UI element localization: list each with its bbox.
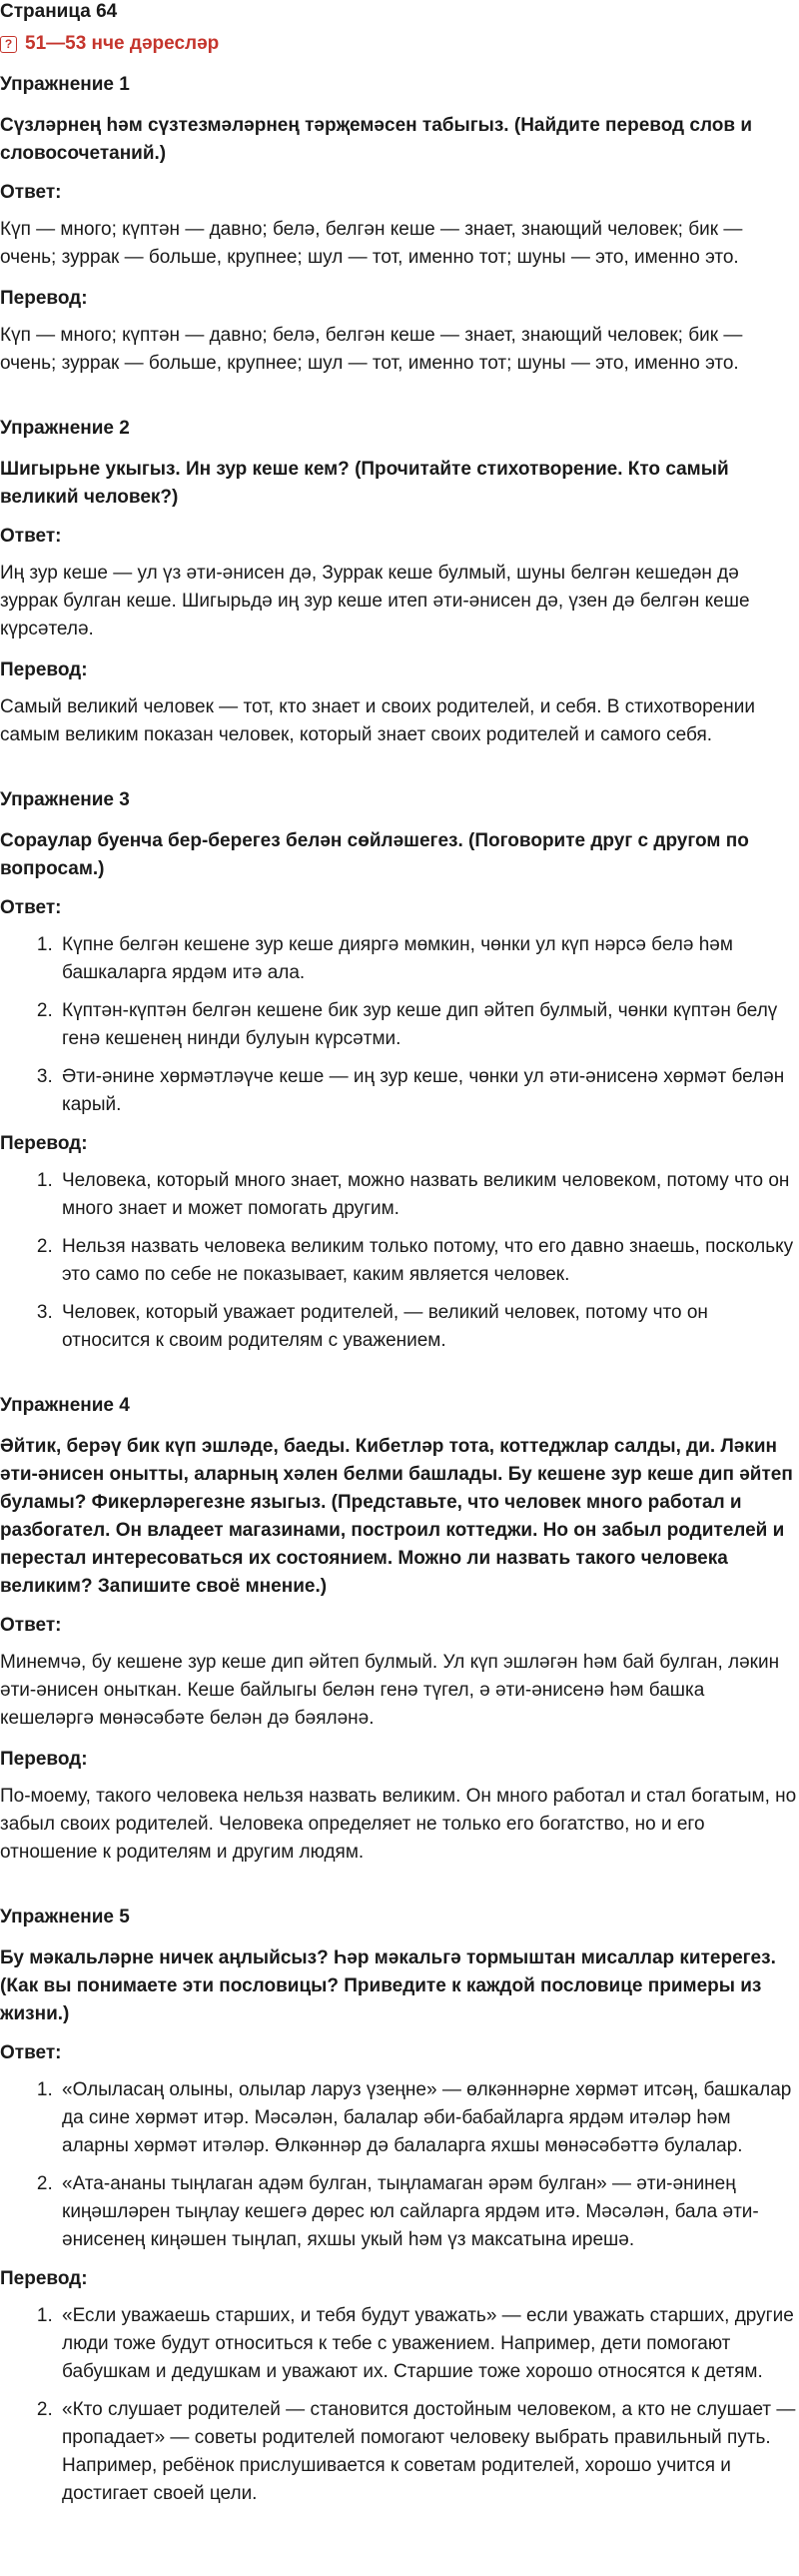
answer-label: Ответ: xyxy=(0,1615,62,1636)
exercise-task: Сүзләрнең һәм сүзтезмәләрнең тәрҗемәсен табыгыз. (Найдите перевод слов и словосочетаний.) xyxy=(0,115,753,164)
translation-text: Күп — много; күптән — давно; белә, белгән кеше — знает, знающий человек; бик — очень; зуррак — больше, крупнее; шул — тот, именно тот; шуны — это, именно это. xyxy=(0,325,743,374)
translation-label: Перевод: xyxy=(0,1133,88,1154)
exercise-title: Упражнение 2 xyxy=(0,418,130,439)
translation-list xyxy=(0,1167,799,1355)
answer-label: Ответ: xyxy=(0,897,62,918)
list-item: 3. Человек, который уважает родителей, — великий человек, потому что он относится к своим родителям с уважением. xyxy=(58,1299,799,1355)
translation-text: Самый великий человек — тот, кто знает и своих родителей, и себя. В стихотворении самым великим показан человек, который знает своих родителей и самого себя. xyxy=(0,696,755,745)
exercise-task: Сораулар буенча бер-берегез белән сөйләшегез. (Поговорите друг с другом по вопросам.) xyxy=(0,830,749,879)
list-item: 1. «Олыласаң олыны, олылар ларуз үзеңне» — өлкәннәрне хөрмәт итсәң, башкалар да сине хөрмәт итәр. Мәсәлән, балалар әби-бабайларга ярдәм итәләр һәм аларны хөрмәт итәләр. Өлкәннәр дә балаларга яхшы мөнәсәбәттә булалар. xyxy=(58,2076,799,2160)
list-item: 1. Человека, который много знает, можно назвать великим человеком, потому что он много знает и может помогать другим. xyxy=(58,1167,799,1223)
exercise-3 xyxy=(0,787,799,1355)
list-item: 2. Нельзя назвать человека великим только потому, что его давно знаешь, поскольку это само по себе не показывает, каким является человек. xyxy=(58,1233,799,1289)
answer-label: Ответ: xyxy=(0,182,62,203)
answer-text: Минемчә, бу кешене зур кеше дип әйтеп булмый. Ул күп эшләгән һәм бай булган, ләкин әти-әнисен оныткан. Кеше байлыгы белән генә түгел, ә әти-әнисенә һәм башка кешеләргә мөнәсәбәте белән дә бәяләнә. xyxy=(0,1652,780,1729)
lesson-link-label: 51—53 нче дәресләр xyxy=(25,33,220,54)
exercise-5 xyxy=(0,1905,799,2508)
exercise-title: Упражнение 5 xyxy=(0,1907,130,1928)
answer-text: Иң зур кеше — ул үз әти-әнисен дә, Зуррак кеше булмый, шуны белгән кешедән дә зуррак булган кеше. Шигырьдә иң зур кеше итеп әти-әнисен дә, үзен дә белгән кеше күрсәтелә. xyxy=(0,563,750,640)
list-item: 2. Күптән-күптән белгән кешене бик зур кеше дип әйтеп булмый, чөнки күптән белү генә кешенең нинди булуын күрсәтми. xyxy=(58,997,799,1053)
answer-list xyxy=(0,2076,799,2254)
exercise-2 xyxy=(0,416,799,749)
question-icon: ? xyxy=(0,36,17,53)
list-item: 1. «Если уважаешь старших, и тебя будут уважать» — если уважать старших, другие люди тоже будут относиться к тебе с уважением. Например, дети помогают бабушкам и дедушкам и уважают их. Старшие тоже хорошо относятся к детям. xyxy=(58,2302,799,2386)
exercise-title: Упражнение 1 xyxy=(0,74,130,95)
translation-label: Перевод: xyxy=(0,659,88,680)
list-item: 3. Әти-әнине хөрмәтләүче кеше — иң зур кеше, чөнки ул әти-әнисенә хөрмәт белән карый. xyxy=(58,1063,799,1119)
list-item: 2. «Кто слушает родителей — становится достойным человеком, а кто не слушает — пропадает» — советы родителей помогают человеку выбрать правильный путь. Например, ребёнок прислушивается к советам родителей, хорошо учится и достигает своей цели. xyxy=(58,2396,799,2508)
answer-label: Ответ: xyxy=(0,526,62,547)
translation-label: Перевод: xyxy=(0,1749,88,1770)
exercise-1 xyxy=(0,72,799,378)
exercise-4 xyxy=(0,1393,799,1867)
list-item: 2. «Ата-ананы тыңлаган адәм булган, тыңламаган әрәм булган» — әти-әнинең киңәшләрен тыңлау кешегә дөрес юл сайларга ярдәм итә. Мәсәлән, бала әти-әнисенең киңәшен тыңлап, яхшы укый һәм үз максатына ирешә. xyxy=(58,2170,799,2254)
answer-label: Ответ: xyxy=(0,2042,62,2063)
exercise-task: Әйтик, берәү бик күп эшләде, баеды. Кибетләр тота, коттеджлар салды, ди. Ләкин әти-әнисен онытты, аларның хәлен белми башлады. Бу кешене зур кеше дип әйтеп буламы? Фикерләрегезне языгыз. (Представьте, что человек много работал и разбогател. Он владеет магазинами, построил коттеджи. Но он забыл родителей и перестал интересоваться их состоянием. Можно ли назвать такого человека великим? Запишите своё мнение.) xyxy=(0,1436,793,1597)
exercise-task: Бу мәкальләрне ничек аңлыйсыз? Һәр мәкальгә тормыштан мисаллар китерегез. (Как вы понимаете эти пословицы? Приведите к каждой пословице примеры из жизни.) xyxy=(0,1947,776,2024)
translation-list xyxy=(0,2302,799,2508)
list-item: 1. Күпне белгән кешене зур кеше дияргә мөмкин, чөнки ул күп нәрсә белә һәм башкаларга ярдәм итә ала. xyxy=(58,931,799,987)
translation-label: Перевод: xyxy=(0,288,88,309)
lesson-link[interactable] xyxy=(0,30,799,58)
translation-label: Перевод: xyxy=(0,2268,88,2289)
exercise-title: Упражнение 4 xyxy=(0,1395,130,1416)
exercise-task: Шигырьне укыгыз. Ин зур кеше кем? (Прочитайте стихотворение. Кто самый великий человек?) xyxy=(0,459,729,508)
page-title: Страница 64 xyxy=(0,1,118,22)
answer-text: Күп — много; күптән — давно; белә, белгән кеше — знает, знающий человек; бик — очень; зуррак — больше, крупнее; шул — тот, именно тот; шуны — это, именно это. xyxy=(0,219,743,268)
exercise-title: Упражнение 3 xyxy=(0,789,130,810)
translation-text: По-моему, такого человека нельзя назвать великим. Он много работал и стал богатым, но забыл своих родителей. Человека определяет не только его богатство, но и его отношение к родителям и другим людям. xyxy=(0,1786,797,1863)
answer-list xyxy=(0,931,799,1119)
